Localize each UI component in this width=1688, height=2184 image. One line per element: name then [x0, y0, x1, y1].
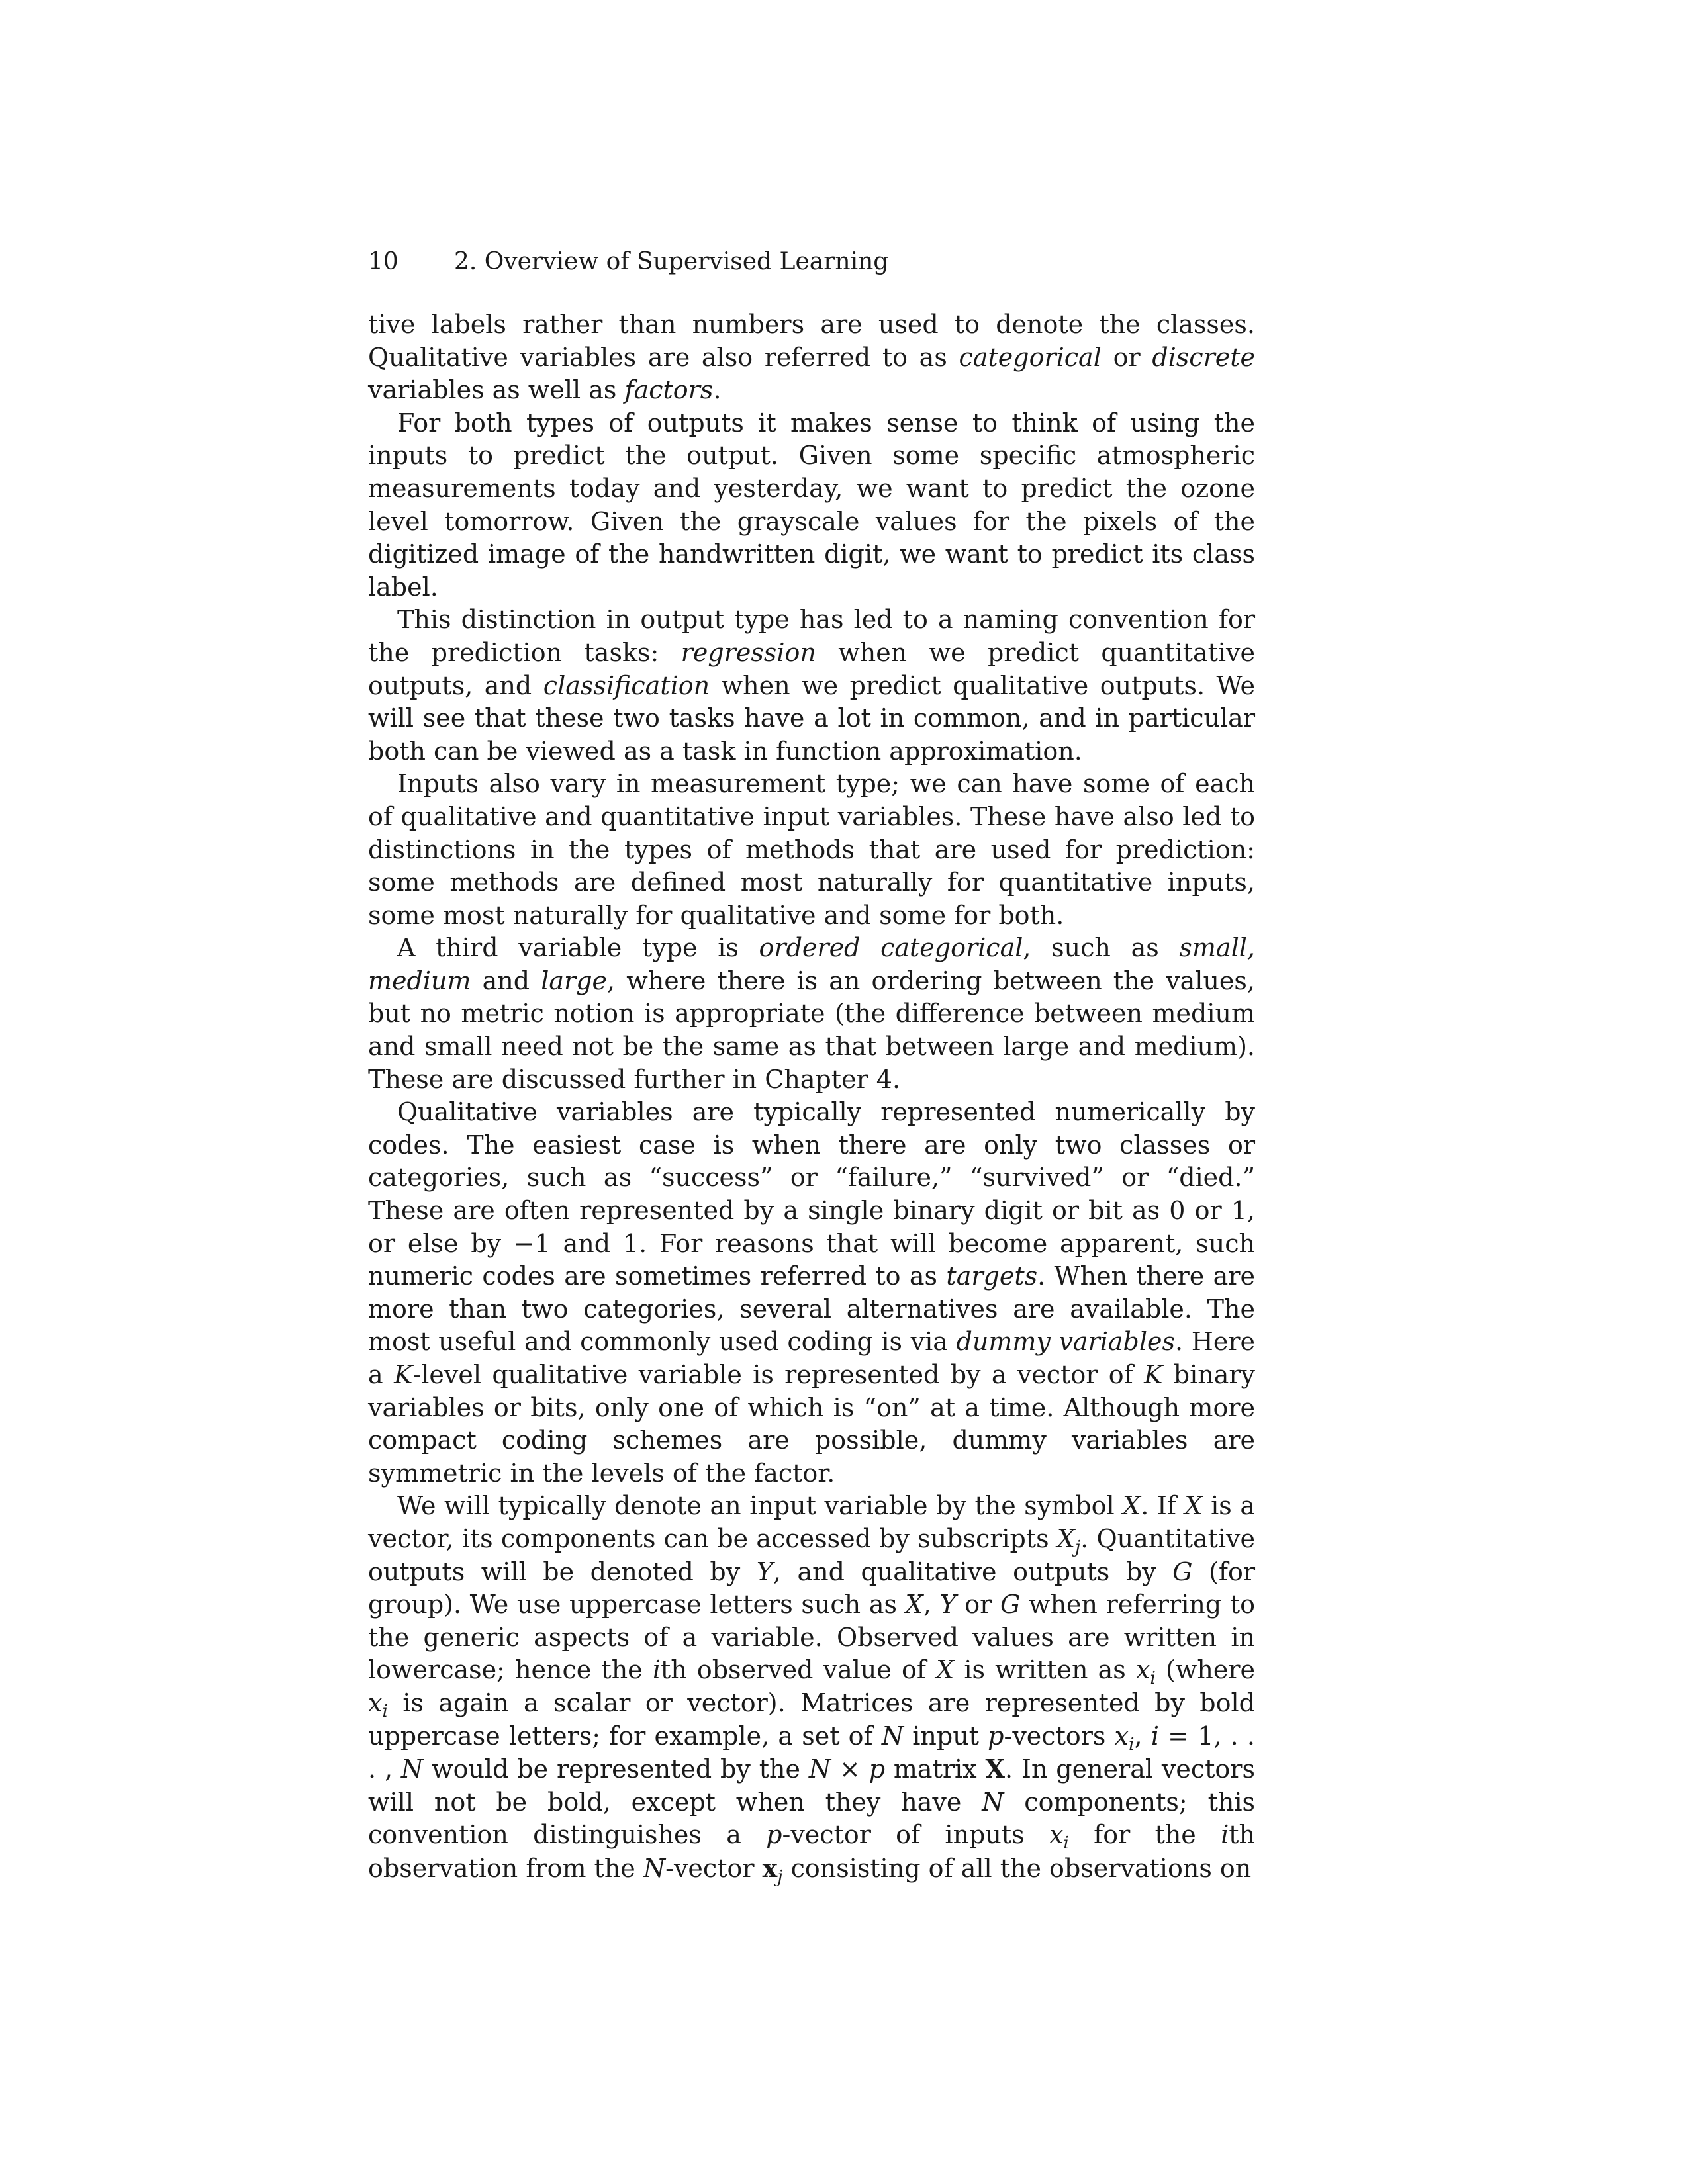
term-regression: regression [680, 637, 816, 667]
running-header [368, 242, 1255, 282]
term-factors: factors [624, 375, 714, 405]
vector-x-bold: x [762, 1852, 778, 1883]
paragraph-6: Qualitative variables are typically represented numerically by codes. The easiest case is when there are only two classes or categories, such as “success” or “failure,” “survived” or “died.” These are often represented by a single binary digit or bit as 0 or 1, or else by −1 and 1. For reasons that will become apparent, such numeric codes are sometimes referred to as targets. When there are more than two categories, several alternatives are available. The most useful and commonly used coding is via dummy variables. Here a K-level qualitative variable is represented by a vector of K binary variables or bits, only one of which is “on” at a time. Although more compact coding schemes are possible, dummy variables are symmetric in the levels of the factor. [368, 1097, 1256, 1488]
term-small-medium: small, medium [368, 933, 1255, 995]
paragraph-1: tive labels rather than numbers are used to denote the classes. Qualitative variables are also referred to as categorical or discrete variables as well as factors. [368, 310, 1255, 405]
paragraph-5: A third variable type is ordered categorical, such as small, medium and large, where there is an ordering between the values, but no metric notion is appropriate (the difference between medium and small need not be the same as that between large and medium). These are discussed further in Chapter 4. [368, 933, 1255, 1094]
term-classification: classification [543, 670, 710, 700]
paragraph-7: We will typically denote an input variable by the symbol X. If X is a vector, its components can be accessed by subscripts $X_j$. Quantitative outputs will be denoted by Y, and qualitative outputs by G (for group). We use uppercase letters such as X, Y or G when referring to the generic aspects of a variable. Observed values are written in lowercase; hence the ith observed value of X is written as $x_i$ (where $x_i$ is again a scalar or vector). Matrices are represented by bold uppercase letters; for example, a set of N input p-vectors $x_i$, i = 1, . . . , N would be represented by the N × p matrix X. In general vectors will not be bold, except when they have N components; this convention distinguishes a p-vector of inputs $x_i$ for the ith observation from the N-vector $x_j$ consisting of all the observations on [368, 1491, 1256, 1887]
term-discrete: discrete [1152, 342, 1255, 372]
term-targets: targets [946, 1261, 1038, 1291]
term-dummy-variables: dummy variables [956, 1327, 1176, 1357]
paragraph-4: Inputs also vary in measurement type; we can have some of each of qualitative and quantitative input variables. These have also led to distinctions in the types of methods that are used for prediction: some methods are defined most naturally for quantitative inputs, some most naturally for qualitative and some for both. [368, 769, 1255, 930]
term-large: large [541, 966, 608, 995]
body-text [368, 308, 1255, 1886]
paragraph-3: This distinction in output type has led to a naming convention for the prediction tasks: regression when we predict quantitative outputs, and classification when we predict qualitative outputs. We will see that these two tasks have a lot in common, and in particular both can be viewed as a task in function approximation. [368, 605, 1255, 766]
running-title: 2. Overview of Supervised Learning [454, 248, 889, 275]
term-ordered-categorical: ordered categorical [759, 933, 1023, 963]
term-categorical: categorical [959, 342, 1102, 372]
paragraph-2: For both types of outputs it makes sense to think of using the inputs to predict the output. Given some specific atmospheric measurements today and yesterday, we want to predict the ozone level tomorrow. Given the grayscale values for the pixels of the digitized image of the handwritten digit, we want to predict its class label. [368, 408, 1255, 602]
matrix-x-bold: X [985, 1754, 1005, 1784]
page-number: 10 [368, 248, 399, 275]
